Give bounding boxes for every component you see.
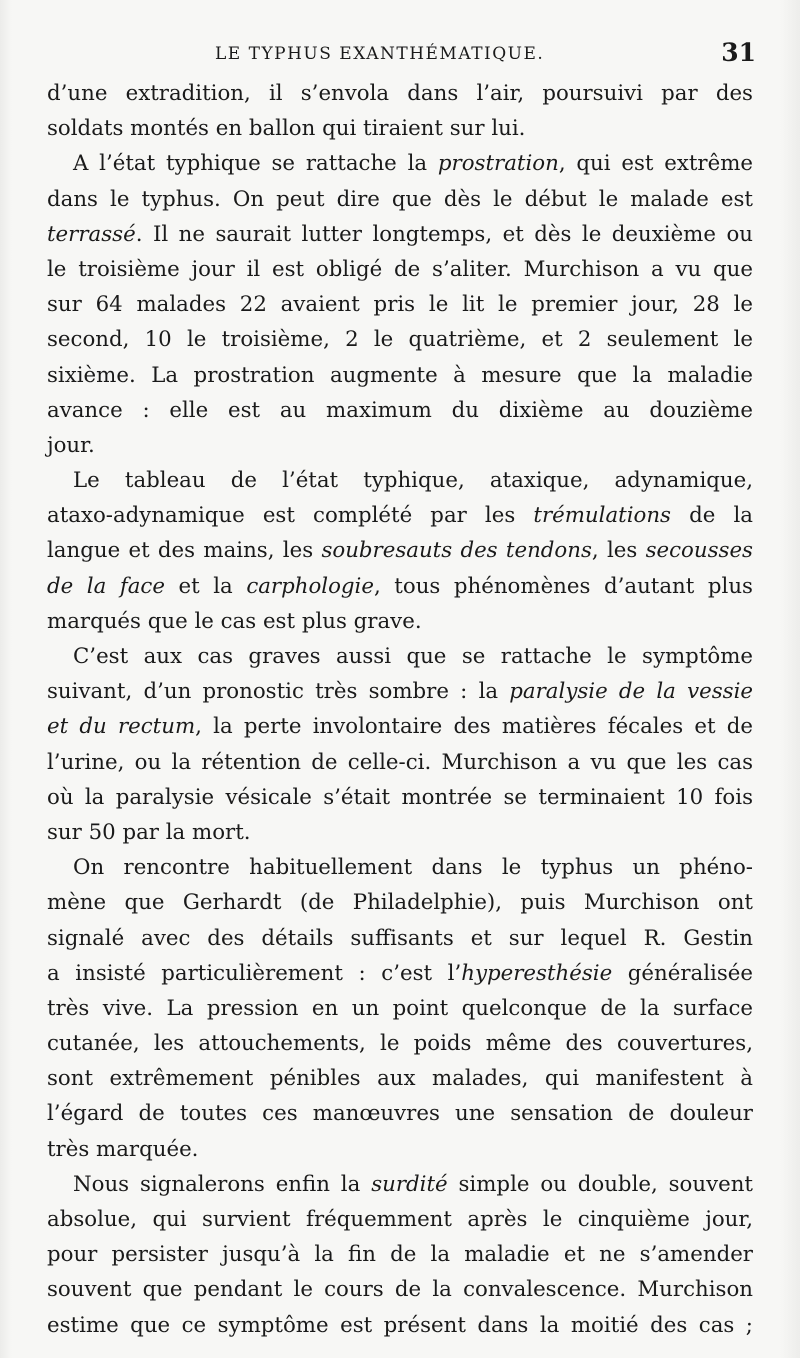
text-run: d’une extradition, il s’envola dans l’air, poursuivi par des — [47, 81, 753, 106]
text-line — [47, 111, 753, 146]
text-line — [47, 1132, 753, 1167]
text-run: sur 64 malades 22 avaient pris le lit le premier jour, 28 le — [47, 292, 753, 318]
text-run: très vive. La pression en un point quelconque de la surface — [47, 995, 753, 1021]
text-line — [47, 182, 753, 217]
page-number: 31 — [721, 38, 756, 67]
running-title: LE TYPHUS EXANTHÉMATIQUE. — [215, 44, 545, 64]
text-line — [47, 498, 753, 533]
text-run: . Il ne saurait lutter longtemps, et dès le deuxième ou — [135, 221, 753, 247]
italic-text: soubresauts des tendons — [321, 538, 592, 564]
text-line — [47, 358, 753, 393]
text-line — [47, 1308, 753, 1343]
text-run: , les — [591, 538, 646, 564]
text-run: On rencontre habituellement dans le typhus un phéno- — [73, 855, 753, 881]
text-line — [47, 428, 753, 463]
text-line — [47, 604, 753, 639]
text-run: Nous signalerons enfin la — [73, 1171, 372, 1197]
italic-text: secousses — [645, 538, 753, 564]
text-line — [47, 1096, 753, 1131]
italic-text: de la face — [47, 573, 165, 599]
text-line — [47, 217, 753, 252]
text-run: estime que ce symptôme est présent dans la moitié des cas ; — [47, 1312, 753, 1338]
text-line — [47, 780, 753, 815]
text-run: sur 50 par la mort. — [47, 819, 251, 845]
text-run: jour. — [47, 432, 95, 458]
text-run: , la perte involontaire des matières fécales et de — [195, 714, 753, 740]
text-run: a insisté particulièrement : c’est l’ — [47, 960, 462, 986]
text-run: l’urine, ou la rétention de celle-ci. Murchison a vu que les cas — [47, 749, 753, 775]
page-header — [0, 38, 800, 72]
text-run: où la paralysie vésicale s’était montrée se terminaient 10 fois — [47, 784, 753, 810]
text-run: et la — [164, 573, 247, 599]
text-run: C’est aux cas graves aussi que se rattache le symptôme — [73, 644, 753, 669]
text-line — [47, 1237, 753, 1272]
text-run: simple ou double, souvent — [447, 1171, 753, 1197]
text-line — [47, 956, 753, 991]
italic-text: trémulations — [533, 503, 671, 529]
text-run: dans le typhus. On peut dire que dès le début le malade est — [47, 186, 753, 212]
text-line — [47, 322, 753, 357]
text-run: marqués que le cas est plus grave. — [47, 608, 422, 634]
text-line — [47, 1026, 753, 1061]
text-line — [47, 921, 753, 956]
text-run: souvent que pendant le cours de la convalescence. Murchison — [47, 1277, 753, 1303]
italic-text: paralysie de la vessie — [509, 679, 753, 705]
text-line — [47, 146, 753, 181]
text-run: le troisième jour il est obligé de s’aliter. Murchison a vu que — [47, 256, 753, 282]
text-line — [47, 639, 753, 674]
text-line — [47, 533, 753, 568]
text-run: mène que Gerhardt (de Philadelphie), puis Murchison ont — [47, 890, 753, 916]
text-line — [47, 674, 753, 709]
text-run: sont extrêmement pénibles aux malades, qui manifestent à — [47, 1066, 753, 1092]
text-line — [47, 287, 753, 322]
text-run: avance : elle est au maximum du dixième au douzième — [47, 397, 753, 423]
italic-text: et du rectum — [47, 714, 196, 740]
text-run: absolue, qui survient fréquemment après le cinquième jour, — [47, 1207, 753, 1232]
text-run: pour persister jusqu’à la fin de la maladie et ne s’amender — [47, 1242, 753, 1268]
text-line — [47, 1202, 753, 1237]
text-run: sixième. La prostration augmente à mesure que la maladie — [47, 362, 753, 388]
text-line — [47, 76, 753, 111]
text-line — [47, 815, 753, 850]
text-line — [47, 991, 753, 1026]
italic-text: terrassé — [47, 221, 136, 247]
text-run: , tous phénomènes d’autant plus — [373, 573, 753, 599]
text-line — [47, 709, 753, 744]
text-run: cutanée, les attouchements, le poids même des couvertures, — [47, 1031, 753, 1057]
body-text — [47, 76, 753, 1343]
text-run: langue et des mains, les — [47, 538, 322, 564]
text-run: signalé avec des détails suffisants et sur lequel R. Gestin — [47, 925, 753, 951]
italic-text: hyperesthésie — [461, 960, 613, 986]
text-line — [47, 850, 753, 885]
text-line — [47, 885, 753, 920]
text-line — [47, 1272, 753, 1307]
italic-text: surdité — [371, 1171, 448, 1197]
text-line — [47, 745, 753, 780]
italic-text: carphologie — [246, 573, 374, 599]
text-run: , qui est extrême — [558, 151, 753, 177]
text-line — [47, 393, 753, 428]
text-run: soldats montés en ballon qui tiraient sur lui. — [47, 116, 526, 142]
text-run: généralisée — [612, 960, 753, 986]
italic-text: prostration — [437, 151, 559, 177]
text-run: A l’état typhique se rattache la — [73, 151, 438, 177]
text-run: de la — [671, 503, 753, 529]
text-run: ataxo-adynamique est complété par les — [47, 503, 534, 529]
text-run: très marquée. — [47, 1136, 199, 1162]
text-line — [47, 252, 753, 287]
text-line — [47, 1061, 753, 1096]
text-run: second, 10 le troisième, 2 le quatrième, et 2 seulement le — [47, 327, 753, 353]
text-run: l’égard de toutes ces manœuvres une sensation de douleur — [47, 1101, 753, 1127]
text-line — [47, 463, 753, 498]
text-run: Le tableau de l’état typhique, ataxique, adynamique, — [73, 468, 753, 494]
text-line — [47, 1167, 753, 1202]
text-line — [47, 569, 753, 604]
text-run: suivant, d’un pronostic très sombre : la — [47, 679, 510, 705]
